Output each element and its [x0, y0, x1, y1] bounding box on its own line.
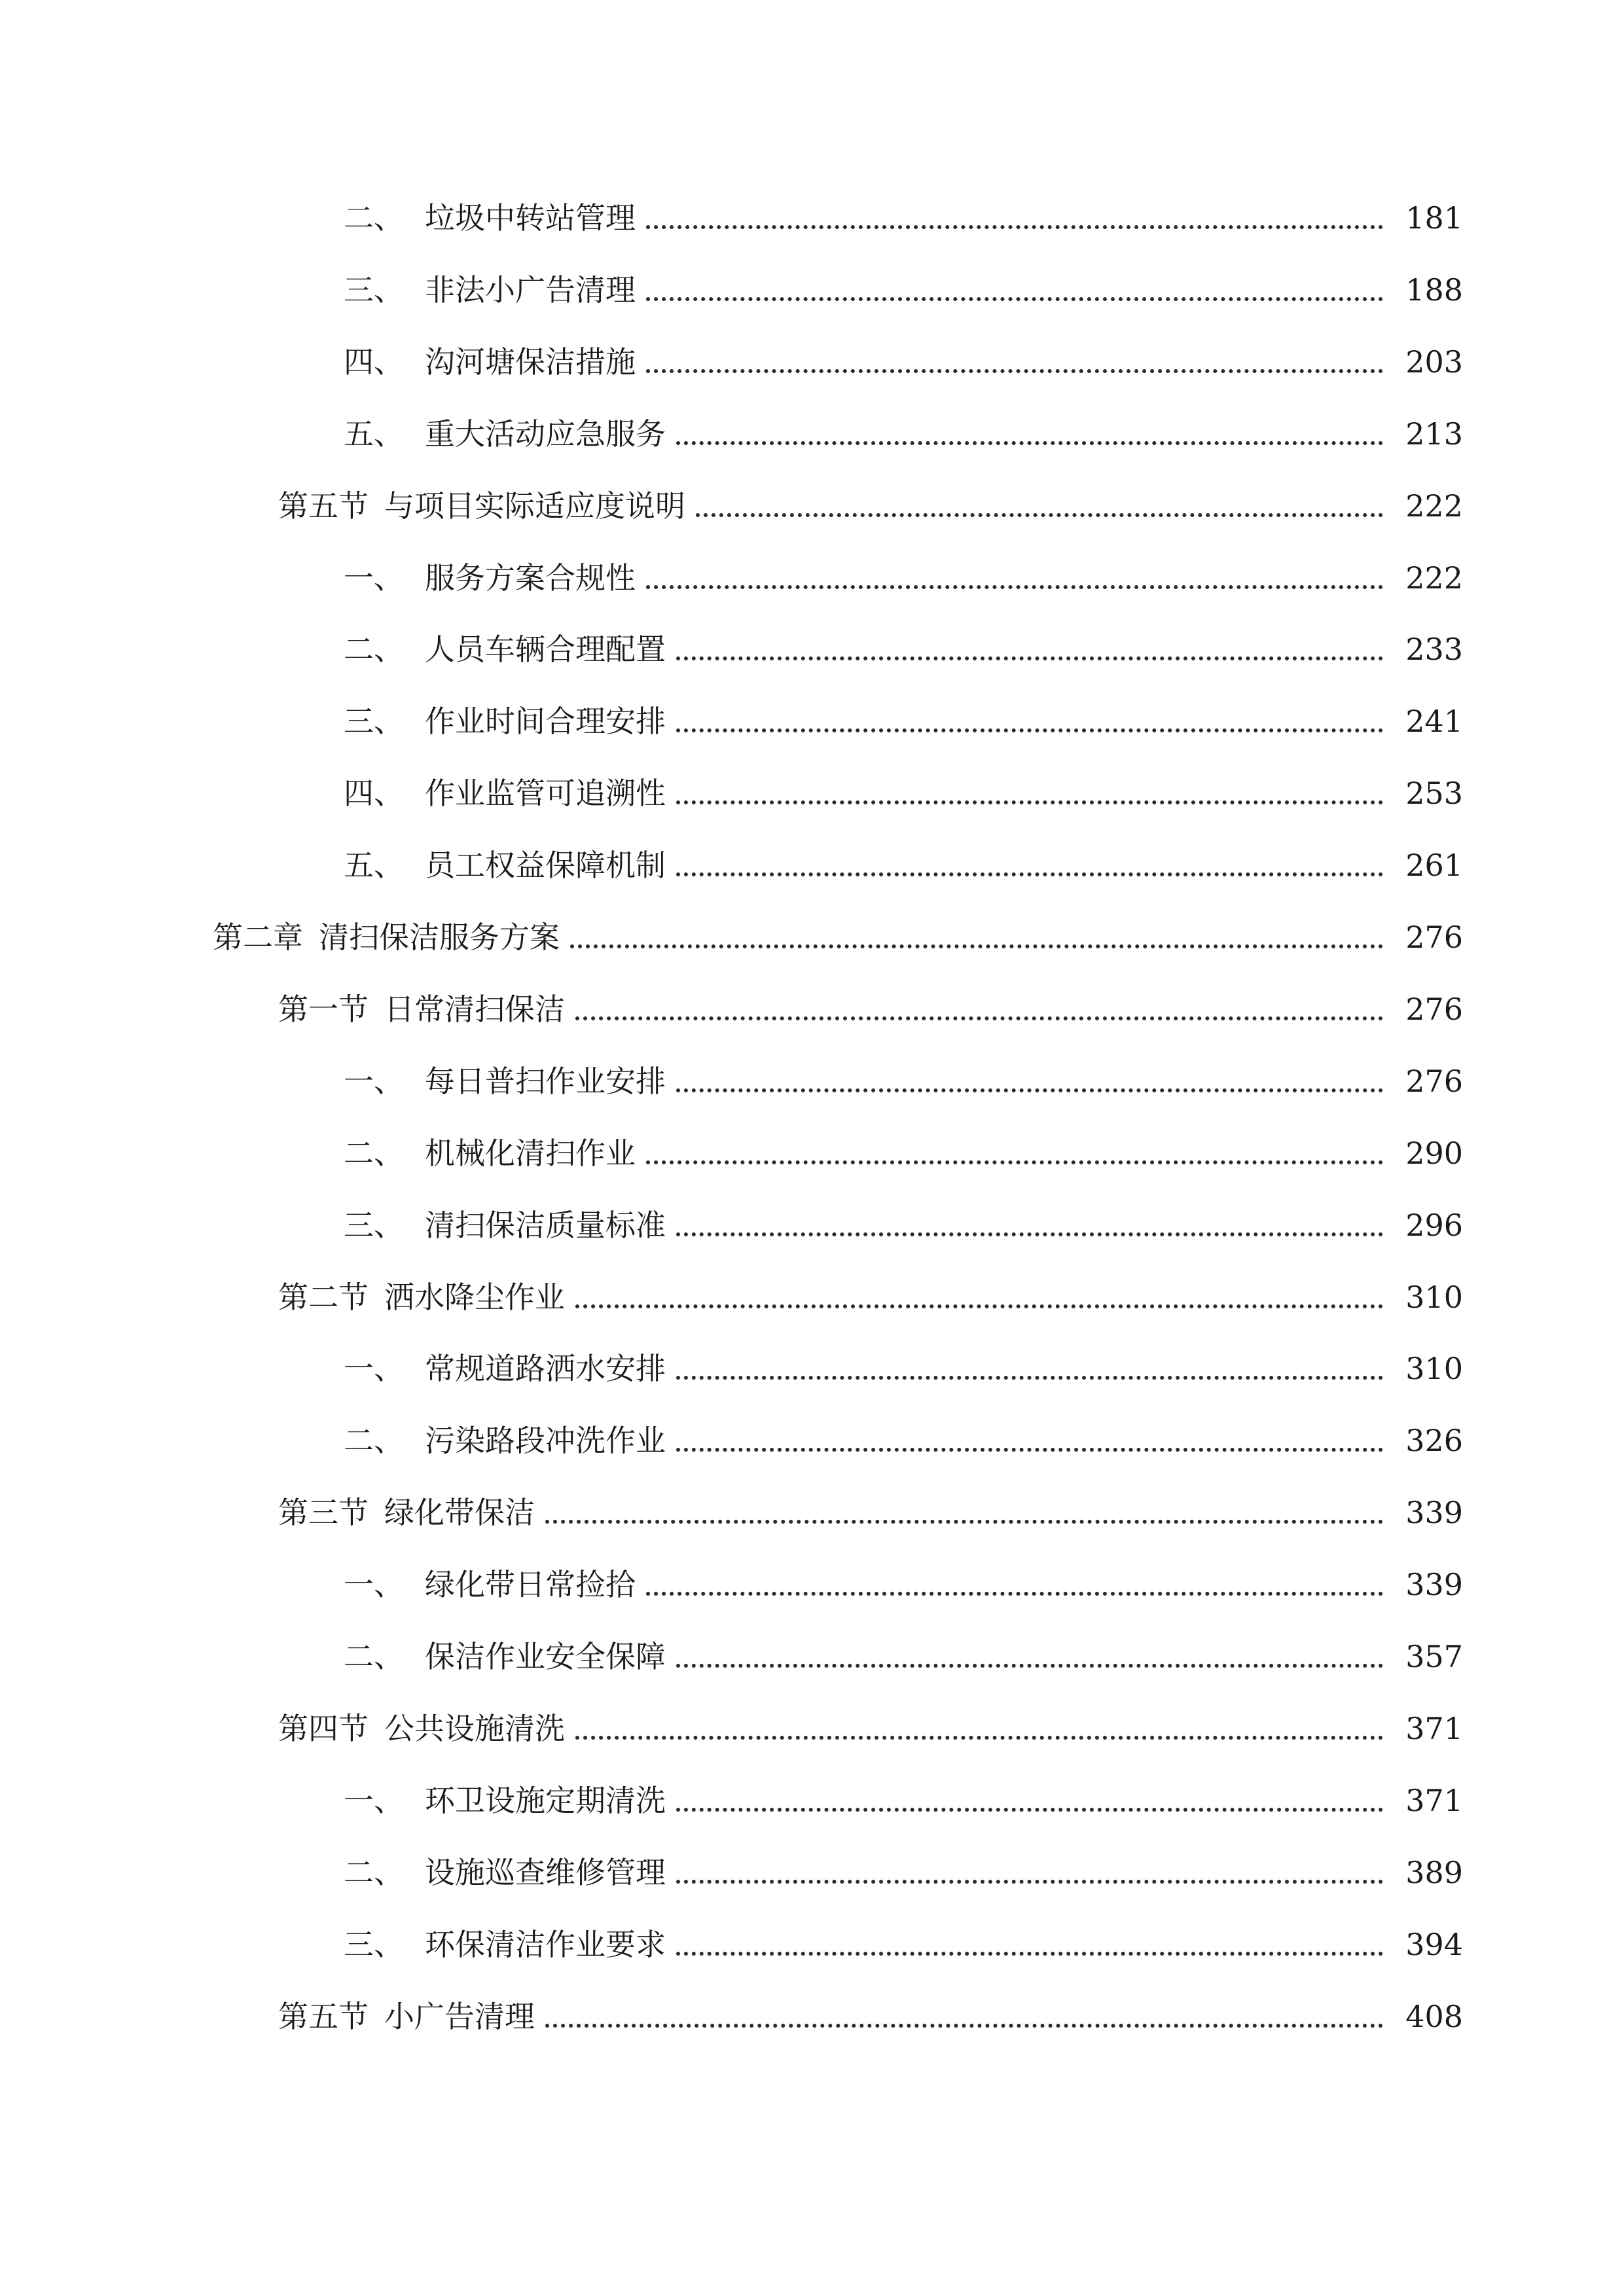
toc-entry-page-number: 203: [1405, 344, 1463, 380]
toc-entry-title: 洒水降尘作业: [384, 1280, 565, 1315]
toc-entry-title: 垃圾中转站管理: [425, 200, 636, 236]
toc-entry-page-number: 371: [1405, 1783, 1463, 1818]
toc-entry-page-number: 339: [1405, 1495, 1463, 1530]
toc-entry-number: 二、: [344, 1136, 404, 1171]
toc-entry-page-number: 222: [1405, 560, 1463, 596]
toc-entry[interactable]: [0, 548, 1624, 607]
toc-entry-number: 二、: [344, 1855, 404, 1890]
dot-leader: [676, 1376, 1383, 1380]
toc-entry-number: 第二节: [278, 1280, 369, 1315]
toc-entry-number: 第五节: [278, 488, 369, 524]
dot-leader: [676, 441, 1383, 445]
toc-entry-number: 第三节: [278, 1495, 369, 1530]
toc-entry-title: 与项目实际适应度说明: [384, 488, 685, 524]
dot-leader: [676, 1448, 1383, 1452]
toc-entry[interactable]: [0, 1987, 1624, 2046]
toc-entry-number: 三、: [344, 1208, 404, 1243]
toc-entry[interactable]: [0, 908, 1624, 967]
toc-entry-title: 绿化带日常捡拾: [425, 1567, 636, 1602]
toc-entry-page-number: 222: [1405, 488, 1463, 524]
dot-leader: [676, 1232, 1383, 1236]
toc-entry[interactable]: [0, 1196, 1624, 1255]
toc-entry-number: 五、: [344, 848, 404, 883]
dot-leader: [676, 872, 1383, 876]
toc-entry-page-number: 213: [1405, 416, 1463, 452]
toc-entry[interactable]: [0, 1699, 1624, 1758]
dot-leader: [696, 513, 1383, 517]
toc-entry-title: 清扫保洁服务方案: [319, 920, 560, 955]
toc-entry[interactable]: [0, 1411, 1624, 1470]
dot-leader: [676, 1088, 1383, 1092]
toc-entry-page-number: 408: [1405, 1999, 1463, 2034]
toc-entry-title: 污染路段冲洗作业: [425, 1423, 666, 1458]
toc-entry-number: 二、: [344, 1639, 404, 1674]
toc-entry-number: 三、: [344, 704, 404, 739]
toc-entry-page-number: 296: [1405, 1208, 1463, 1243]
dot-leader: [646, 1592, 1383, 1596]
toc-entry-number: 二、: [344, 200, 404, 236]
toc-entry-title: 常规道路洒水安排: [425, 1351, 666, 1386]
toc-entry[interactable]: [0, 836, 1624, 895]
toc-entry-number: 一、: [344, 1351, 404, 1386]
toc-entry-number: 一、: [344, 560, 404, 596]
dot-leader: [676, 1952, 1383, 1956]
toc-entry[interactable]: [0, 764, 1624, 823]
toc-entry-title: 环卫设施定期清洗: [425, 1783, 666, 1818]
toc-entry-title: 环保清洁作业要求: [425, 1927, 666, 1962]
toc-entry-number: 一、: [344, 1783, 404, 1818]
toc-entry-title: 重大活动应急服务: [425, 416, 666, 452]
toc-entry[interactable]: [0, 1555, 1624, 1614]
toc-entry-number: 二、: [344, 632, 404, 667]
toc-entry-page-number: 276: [1405, 1064, 1463, 1099]
dot-leader: [676, 728, 1383, 732]
toc-entry-title: 绿化带保洁: [384, 1495, 535, 1530]
toc-entry[interactable]: [0, 1339, 1624, 1398]
toc-entry[interactable]: [0, 1915, 1624, 1974]
toc-entry-title: 作业时间合理安排: [425, 704, 666, 739]
toc-entry-number: 五、: [344, 416, 404, 452]
toc-entry-title: 保洁作业安全保障: [425, 1639, 666, 1674]
toc-entry-title: 日常清扫保洁: [384, 992, 565, 1027]
toc-entry-page-number: 276: [1405, 920, 1463, 955]
toc-entry[interactable]: [0, 404, 1624, 463]
toc-entry-page-number: 181: [1405, 200, 1463, 236]
toc-entry-title: 非法小广告清理: [425, 272, 636, 308]
dot-leader: [575, 1016, 1383, 1020]
toc-entry-page-number: 188: [1405, 272, 1463, 308]
toc-entry-number: 第四节: [278, 1711, 369, 1746]
toc-entry-number: 第一节: [278, 992, 369, 1027]
toc-entry-page-number: 371: [1405, 1711, 1463, 1746]
toc-entry-page-number: 290: [1405, 1136, 1463, 1171]
toc-entry-page-number: 253: [1405, 776, 1463, 811]
toc-entry[interactable]: [0, 188, 1624, 247]
toc-entry[interactable]: [0, 332, 1624, 391]
toc-entry-page-number: 357: [1405, 1639, 1463, 1674]
dot-leader: [676, 1808, 1383, 1812]
dot-leader: [676, 800, 1383, 804]
toc-entry-number: 一、: [344, 1567, 404, 1602]
dot-leader: [570, 944, 1383, 948]
dot-leader: [646, 585, 1383, 589]
toc-entry[interactable]: [0, 980, 1624, 1039]
dot-leader: [575, 1736, 1383, 1740]
toc-entry-page-number: 276: [1405, 992, 1463, 1027]
toc-entry[interactable]: [0, 1843, 1624, 1902]
toc-entry[interactable]: [0, 1483, 1624, 1542]
toc-entry-page-number: 326: [1405, 1423, 1463, 1458]
toc-entry-number: 第二章: [213, 920, 303, 955]
toc-entry-number: 二、: [344, 1423, 404, 1458]
toc-entry-title: 服务方案合规性: [425, 560, 636, 596]
toc-entry-page-number: 310: [1405, 1280, 1463, 1315]
dot-leader: [545, 2024, 1383, 2028]
toc-entry-title: 公共设施清洗: [384, 1711, 565, 1746]
toc-entry-number: 四、: [344, 776, 404, 811]
toc-entry-page-number: 233: [1405, 632, 1463, 667]
toc-entry[interactable]: [0, 1124, 1624, 1183]
dot-leader: [646, 369, 1383, 373]
toc-entry-page-number: 389: [1405, 1855, 1463, 1890]
toc-entry[interactable]: [0, 692, 1624, 751]
toc-entry-title: 设施巡查维修管理: [425, 1855, 666, 1890]
toc-entry[interactable]: [0, 260, 1624, 319]
toc-entry-number: 三、: [344, 272, 404, 308]
toc-entry-title: 作业监管可追溯性: [425, 776, 666, 811]
toc-entry-number: 一、: [344, 1064, 404, 1099]
dot-leader: [545, 1520, 1383, 1524]
toc-entry-title: 每日普扫作业安排: [425, 1064, 666, 1099]
toc-entry-title: 员工权益保障机制: [425, 848, 666, 883]
toc-entry-number: 三、: [344, 1927, 404, 1962]
dot-leader: [646, 297, 1383, 301]
toc-entry-page-number: 394: [1405, 1927, 1463, 1962]
toc-entry-title: 沟河塘保洁措施: [425, 344, 636, 380]
toc-entry-number: 四、: [344, 344, 404, 380]
toc-entry-number: 第五节: [278, 1999, 369, 2034]
toc-entry-page-number: 241: [1405, 704, 1463, 739]
toc-entry[interactable]: [0, 476, 1624, 535]
toc-entry[interactable]: [0, 1052, 1624, 1111]
dot-leader: [646, 1160, 1383, 1164]
toc-entry[interactable]: [0, 1627, 1624, 1686]
toc-entry-title: 清扫保洁质量标准: [425, 1208, 666, 1243]
toc-entry-page-number: 310: [1405, 1351, 1463, 1386]
dot-leader: [676, 656, 1383, 660]
dot-leader: [646, 225, 1383, 229]
toc-entry-title: 小广告清理: [384, 1999, 535, 2034]
dot-leader: [676, 1880, 1383, 1884]
toc-entry-title: 人员车辆合理配置: [425, 632, 666, 667]
toc-entry-title: 机械化清扫作业: [425, 1136, 636, 1171]
toc-entry[interactable]: [0, 620, 1624, 679]
dot-leader: [575, 1304, 1383, 1308]
toc-entry-page-number: 339: [1405, 1567, 1463, 1602]
toc-entry-page-number: 261: [1405, 848, 1463, 883]
dot-leader: [676, 1664, 1383, 1668]
toc-entry[interactable]: [0, 1268, 1624, 1327]
toc-entry[interactable]: [0, 1771, 1624, 1830]
